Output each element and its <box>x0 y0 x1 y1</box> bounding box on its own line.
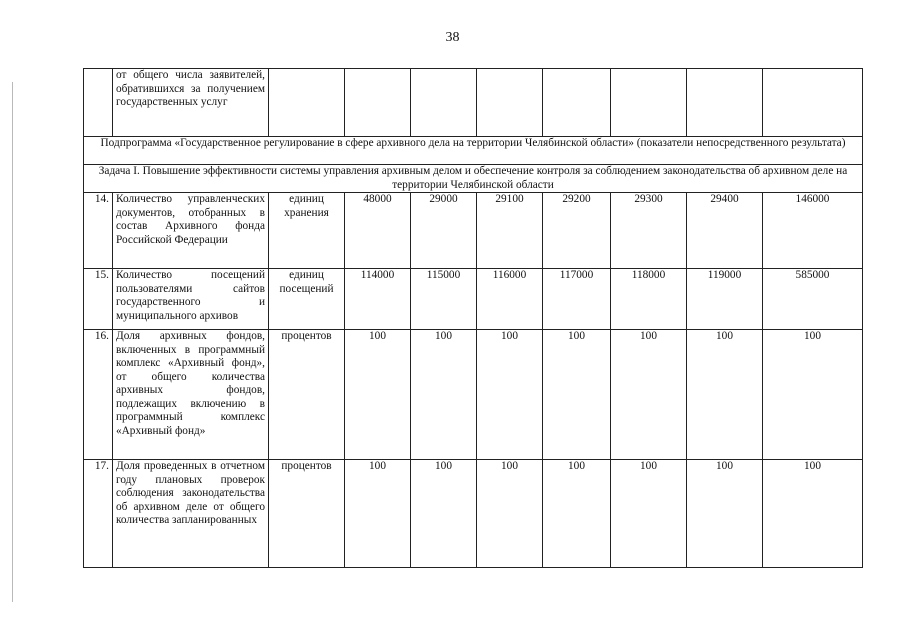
row-value: 100 <box>411 460 477 568</box>
row-unit: единиц хранения <box>269 193 345 269</box>
row-value: 585000 <box>763 269 863 330</box>
row-value: 116000 <box>477 269 543 330</box>
row-num: 15. <box>84 269 113 330</box>
row-unit: единиц посещений <box>269 269 345 330</box>
row-value: 100 <box>345 460 411 568</box>
row-value: 100 <box>611 460 687 568</box>
row-num: 16. <box>84 330 113 460</box>
row-value: 100 <box>411 330 477 460</box>
row-unit: процентов <box>269 460 345 568</box>
row-value: 118000 <box>611 269 687 330</box>
row-value: 100 <box>687 460 763 568</box>
indicators-table <box>83 68 863 568</box>
row-value: 146000 <box>763 193 863 269</box>
page-number: 38 <box>445 30 460 45</box>
row-num: 17. <box>84 460 113 568</box>
row-value: 119000 <box>687 269 763 330</box>
row-name: Количество посещений пользователями сайтов государственного и муниципального архивов <box>113 269 269 330</box>
table-row <box>84 460 863 568</box>
row-num: 14. <box>84 193 113 269</box>
row-value: 48000 <box>345 193 411 269</box>
table-row <box>84 269 863 330</box>
row-value: 100 <box>543 330 611 460</box>
row-value: 100 <box>543 460 611 568</box>
table-row <box>84 193 863 269</box>
row-value: 29100 <box>477 193 543 269</box>
row-value: 114000 <box>345 269 411 330</box>
task-title: Задача I. Повышение эффективности системы управления архивным делом и обеспечение контроля за соблюдением законодательства об архивном деле на территории Челябинской области <box>84 165 863 193</box>
row-unit <box>269 69 345 137</box>
row-value: 100 <box>477 460 543 568</box>
row-value: 29000 <box>411 193 477 269</box>
task-row <box>84 165 863 193</box>
row-name: Количество управленческих документов, отобранных в состав Архивного фонда Российской Федерации <box>113 193 269 269</box>
row-value: 115000 <box>411 269 477 330</box>
row-name: от общего числа заявителей, обратившихся за получением государственных услуг <box>113 69 269 137</box>
table-row <box>84 330 863 460</box>
row-name: Доля проведенных в отчетном году плановых проверок соблюдения законодательства об архивном деле от общего количества запланированных <box>113 460 269 568</box>
row-value: 29200 <box>543 193 611 269</box>
row-unit: процентов <box>269 330 345 460</box>
row-value: 100 <box>345 330 411 460</box>
row-value: 100 <box>477 330 543 460</box>
row-value: 100 <box>763 460 863 568</box>
subprogram-title: Подпрограмма «Государственное регулирование в сфере архивного дела на территории Челябинской области» (показатели непосредственного результата) <box>84 137 863 165</box>
page-edge-line <box>12 82 13 602</box>
row-value: 29300 <box>611 193 687 269</box>
row-num <box>84 69 113 137</box>
row-name: Доля архивных фондов, включенных в программный комплекс «Архивный фонд», от общего количества архивных фондов, подлежащих включению в программный комплекс «Архивный фонд» <box>113 330 269 460</box>
row-value: 117000 <box>543 269 611 330</box>
row-value: 100 <box>611 330 687 460</box>
row-value: 100 <box>687 330 763 460</box>
table-row-continuation <box>84 69 863 137</box>
row-value: 100 <box>763 330 863 460</box>
row-value: 29400 <box>687 193 763 269</box>
subprogram-row <box>84 137 863 165</box>
